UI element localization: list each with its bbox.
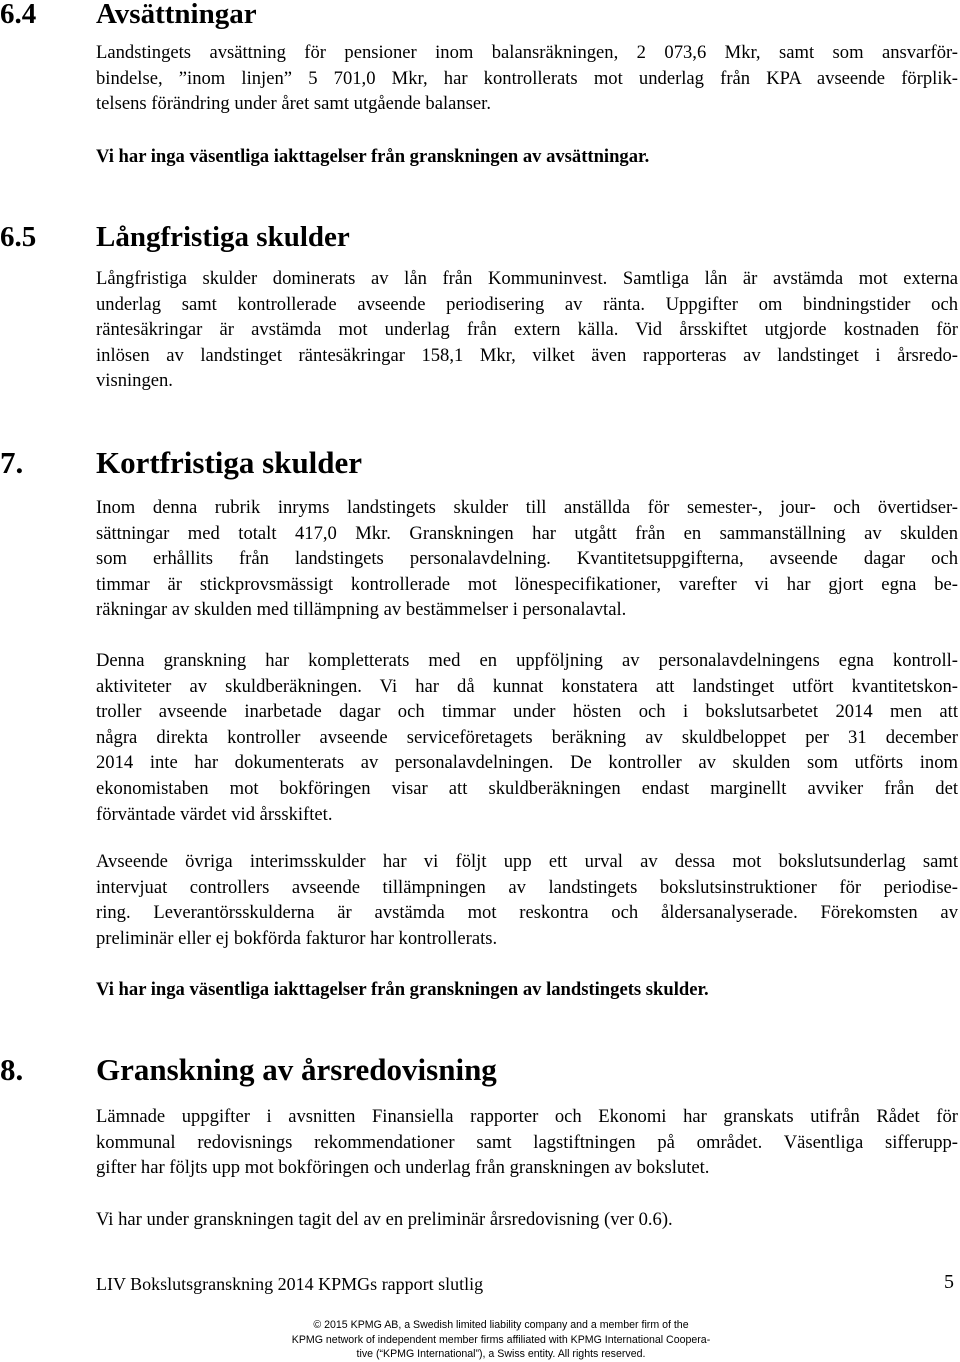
text-line: bindelse, ”inom linjen” 5 701,0 Mkr, har kontrollerats mot underlag från KPA avseende förplik- <box>96 67 958 89</box>
section-title: Granskning av årsredovisning <box>96 1052 497 1087</box>
text-line: KPMG network of independent member firms affiliated with KPMG International Coopera- <box>291 1333 711 1346</box>
section-number: 8. <box>0 1052 24 1087</box>
text-line: © 2015 KPMG AB, a Swedish limited liability company and a member firm of the <box>313 1319 689 1331</box>
copyright-notice <box>236 1318 766 1362</box>
text-line: förväntade värdet vid årsskiftet. <box>96 803 333 825</box>
paragraph <box>96 849 958 951</box>
finding-statement <box>96 144 958 170</box>
text-line: sättningar med totalt 417,0 Mkr. Granskningen har utgått från en sammanställning av skulden <box>96 522 958 544</box>
text-line: preliminär eller ej bokförda fakturor har kontrollerats. <box>96 927 498 949</box>
section-title: Avsättningar <box>96 0 257 30</box>
text-line: räkningar av skulden med tillämpning av bestämmelser i personalavtal. <box>96 599 627 621</box>
text-line: intervjuat controllers avseende tillämpningen av landstingets bokslutsinstruktioner för periodise- <box>96 876 958 898</box>
text-line: kommunal redovisnings rekommendationer samt lagstiftningen på området. Väsentliga sifferupp- <box>96 1131 958 1153</box>
text-line: räntesäkringar är avstämda mot underlag från extern källa. Vid årsskiftet utgjorde kostnaden för <box>96 319 958 341</box>
text-line: underlag samt kontrollerade avseende periodisering av ränta. Uppgifter om bindningstider och <box>96 293 958 315</box>
section-number: 6.5 <box>0 221 37 253</box>
section-number: 7. <box>0 445 24 480</box>
section-number: 6.4 <box>0 0 37 30</box>
text-line: Vi har inga väsentliga iakttagelser från granskningen av landstingets skulder. <box>96 979 709 1000</box>
text-line: telsens förändring under året samt utgående balanser. <box>96 93 491 115</box>
text-line: timmar är stickprovsmässigt kontrollerade mot lönespecifikationer, varefter vi har gjort egna be- <box>96 573 958 595</box>
text-line: gifter har följts upp mot bokföringen och underlag från granskningen av bokslutet. <box>96 1157 710 1179</box>
text-line: Avseende övriga interimsskulder har vi följt upp ett urval av dessa mot bokslutsunderlag samt <box>96 851 958 872</box>
text-line: troller avseende inarbetade dagar och timmar under hösten och i bokslutsarbetet 2014 men att <box>96 701 958 723</box>
text-line: ekonomistaben mot bokföringen visar att skuldberäkningen endast marginellt avviker från det <box>96 777 958 799</box>
paragraph <box>96 1207 958 1233</box>
page-number: 5 <box>944 1271 954 1293</box>
text-line: ring. Leverantörsskulderna är avstämda mot reskontra och åldersanalyserade. Förekomsten av <box>96 902 958 924</box>
text-line: några direkta kontroller avseende serviceföretagets beräkning av skuldbeloppet per 31 december <box>96 726 958 748</box>
text-line: inlösen av landstinget räntesäkringar 158,1 Mkr, vilket även rapporteras av landstinget i årsredo- <box>96 344 958 366</box>
text-line: aktiviteter av skuldberäkningen. Vi har då kunnat konstatera att landstinget utfört kvantitetskon- <box>96 675 958 697</box>
section-title: Kortfristiga skulder <box>96 445 363 480</box>
text-line: Långfristiga skulder dominerats av lån från Kommuninvest. Samtliga lån är avstämda mot externa <box>96 268 958 289</box>
text-line: Vi har under granskningen tagit del av en preliminär årsredovisning (ver 0.6). <box>96 1209 673 1230</box>
text-line: tive (“KPMG International”), a Swiss entity. All rights reserved. <box>356 1348 646 1361</box>
text-line: Landstingets avsättning för pensioner inom balansräkningen, 2 073,6 Mkr, samt som ansvarför- <box>96 42 958 63</box>
finding-statement <box>96 977 958 1003</box>
text-line: 2014 inte har dokumenterats av personalavdelningen. De kontroller av skulden som utförts inom <box>96 752 958 774</box>
text-line: Vi har inga väsentliga iakttagelser från granskningen av avsättningar. <box>96 146 650 167</box>
text-line: Lämnade uppgifter i avsnitten Finansiella rapporter och Ekonomi har granskats utifrån Rådet för <box>96 1106 958 1127</box>
paragraph <box>96 648 958 827</box>
text-line: Inom denna rubrik inryms landstingets skulder till anställda för semester-, jour- och övertidser- <box>96 497 958 518</box>
section-title: Långfristiga skulder <box>96 221 350 253</box>
paragraph <box>96 266 958 394</box>
report-name: LIV Bokslutsgranskning 2014 KPMGs rapport slutlig <box>96 1274 484 1294</box>
paragraph <box>96 40 958 117</box>
paragraph <box>96 495 958 623</box>
paragraph <box>96 1104 958 1181</box>
text-line: som erhållits från landstingets personalavdelning. Kvantitetsuppgifterna, avseende dagar och <box>96 548 958 570</box>
text-line: visningen. <box>96 370 173 392</box>
text-line: Denna granskning har kompletterats med en uppföljning av personalavdelningens egna kontroll- <box>96 650 958 671</box>
